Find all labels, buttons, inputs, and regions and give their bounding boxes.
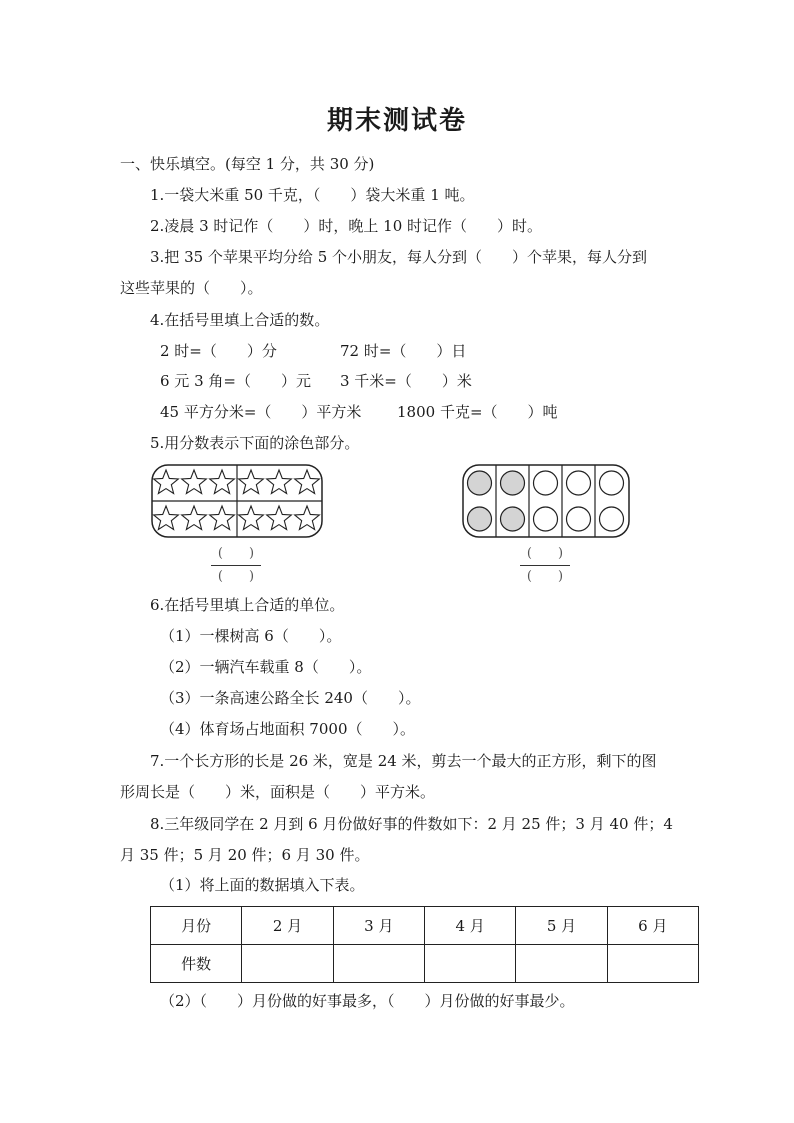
question-2: 2.凌晨 3 时记作（ ）时，晚上 10 时记作（ ）时。 bbox=[150, 217, 543, 235]
fraction-numerator: ( ) bbox=[217, 546, 255, 561]
star-shape bbox=[182, 470, 207, 494]
star-shape bbox=[295, 470, 320, 494]
circle bbox=[534, 471, 558, 495]
star-shape bbox=[210, 470, 235, 494]
fraction-blank-stars[interactable] bbox=[211, 546, 261, 585]
question-3-line-2: 这些苹果的（ ）。 bbox=[120, 279, 263, 297]
question-8-line-1: 8.三年级同学在 2 月到 6 月份做好事的件数如下：2 月 25 件；3 月 40 件；4 bbox=[150, 815, 673, 833]
table-cell: 3 月 bbox=[333, 907, 424, 945]
q4-item: 2 时=（ ）分 bbox=[160, 342, 277, 360]
circle bbox=[567, 507, 591, 531]
stars-figure bbox=[150, 463, 324, 539]
fraction-denominator: ( ) bbox=[217, 569, 255, 584]
fraction-bar bbox=[211, 565, 261, 566]
question-6-prompt: 6.在括号里填上合适的单位。 bbox=[150, 596, 345, 614]
q6-item: （1）一棵树高 6（ ）。 bbox=[160, 627, 342, 645]
question-4-prompt: 4.在括号里填上合适的数。 bbox=[150, 311, 330, 329]
table-header-row bbox=[151, 907, 699, 945]
shaded-circle bbox=[501, 471, 525, 495]
q4-item: 6 元 3 角=（ ）元 bbox=[160, 372, 311, 390]
table-input-cell[interactable] bbox=[242, 945, 333, 983]
fraction-denominator: ( ) bbox=[526, 569, 564, 584]
star-shape bbox=[295, 506, 320, 530]
star-shape bbox=[210, 506, 235, 530]
star-shape bbox=[239, 470, 264, 494]
table-cell: 4 月 bbox=[424, 907, 515, 945]
fraction-bar bbox=[520, 565, 570, 566]
table-input-cell[interactable] bbox=[424, 945, 515, 983]
circle bbox=[567, 471, 591, 495]
q4-item: 3 千米=（ ）米 bbox=[340, 372, 472, 390]
q6-item: （2）一辆汽车载重 8（ ）。 bbox=[160, 658, 372, 676]
q4-item: 45 平方分米=（ ）平方米 bbox=[160, 403, 362, 421]
section-heading: 一、快乐填空。(每空 1 分，共 30 分) bbox=[120, 155, 375, 173]
table-input-cell[interactable] bbox=[607, 945, 698, 983]
shaded-circle bbox=[501, 507, 525, 531]
question-3-line-1: 3.把 35 个苹果平均分给 5 个小朋友，每人分到（ ）个苹果，每人分到 bbox=[150, 248, 648, 266]
q6-item: （3）一条高速公路全长 240（ ）。 bbox=[160, 689, 421, 707]
star-shape bbox=[154, 506, 179, 530]
circle bbox=[534, 507, 558, 531]
question-1: 1.一袋大米重 50 千克，（ ）袋大米重 1 吨。 bbox=[150, 186, 475, 204]
circle bbox=[600, 507, 624, 531]
star-shape bbox=[154, 470, 179, 494]
fraction-blank-circles[interactable] bbox=[520, 546, 570, 585]
question-5-prompt: 5.用分数表示下面的涂色部分。 bbox=[150, 434, 360, 452]
table-input-cell[interactable] bbox=[333, 945, 424, 983]
data-table bbox=[150, 906, 699, 983]
star-shape bbox=[267, 470, 292, 494]
q6-item: （4）体育场占地面积 7000（ ）。 bbox=[160, 720, 415, 738]
question-7-line-1: 7.一个长方形的长是 26 米，宽是 24 米，剪去一个最大的正方形，剩下的图 bbox=[150, 752, 657, 770]
page-title: 期末测试卷 bbox=[326, 106, 467, 136]
table-cell: 2 月 bbox=[242, 907, 333, 945]
table-cell: 月份 bbox=[151, 907, 242, 945]
q4-item: 1800 千克=（ ）吨 bbox=[397, 403, 558, 421]
table-cell: 5 月 bbox=[516, 907, 607, 945]
question-8-sub-1: （1）将上面的数据填入下表。 bbox=[160, 876, 365, 894]
shaded-circle bbox=[468, 507, 492, 531]
star-shape bbox=[267, 506, 292, 530]
table-row bbox=[151, 945, 699, 983]
star-shape bbox=[182, 506, 207, 530]
table-cell: 6 月 bbox=[607, 907, 698, 945]
question-8-sub-2: （2）（ ）月份做的好事最多，（ ）月份做的好事最少。 bbox=[160, 992, 575, 1010]
circle bbox=[600, 471, 624, 495]
shaded-circle bbox=[468, 471, 492, 495]
circles-figure bbox=[461, 463, 631, 539]
fraction-numerator: ( ) bbox=[526, 546, 564, 561]
question-8-line-2: 月 35 件；5 月 20 件；6 月 30 件。 bbox=[120, 846, 370, 864]
q4-item: 72 时=（ ）日 bbox=[340, 342, 467, 360]
table-cell: 件数 bbox=[151, 945, 242, 983]
table-input-cell[interactable] bbox=[516, 945, 607, 983]
star-shape bbox=[239, 506, 264, 530]
question-7-line-2: 形周长是（ ）米，面积是（ ）平方米。 bbox=[120, 783, 436, 801]
